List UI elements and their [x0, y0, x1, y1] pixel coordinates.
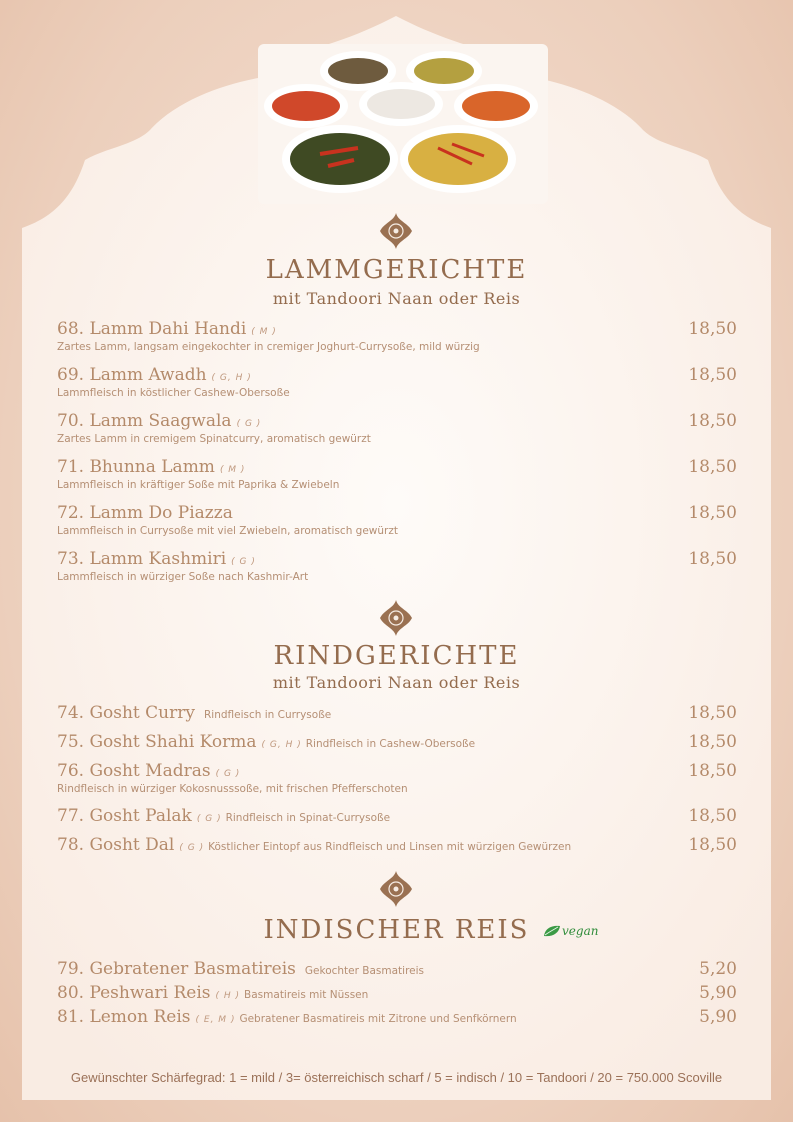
item-allergens: ( G, H ) [211, 373, 252, 383]
item-allergens: ( M ) [251, 327, 277, 337]
item-name: 76. Gosht Madras [57, 761, 211, 781]
vegan-label: vegan [562, 924, 599, 938]
section-title: INDISCHER REIS [263, 915, 530, 945]
item-name: 71. Bhunna Lamm [57, 457, 215, 477]
item-description: Lammfleisch in Currysoße mit viel Zwiebeln, aromatisch gewürzt [57, 525, 398, 537]
item-allergens: ( G, H ) [261, 740, 302, 750]
leaf-icon [543, 924, 561, 938]
item-price: 18,50 [688, 703, 737, 723]
item-description: Basmatireis mit Nüssen [244, 989, 369, 1001]
menu-item [57, 411, 737, 445]
item-price: 18,50 [688, 503, 737, 523]
item-name: 78. Gosht Dal [57, 835, 175, 855]
curry-bowls-photo [258, 44, 548, 204]
item-price: 5,90 [699, 1007, 737, 1027]
section-title: LAMMGERICHTE [265, 255, 528, 285]
item-description: Lammfleisch in kräftiger Soße mit Paprika & Zwiebeln [57, 479, 340, 491]
item-name: 70. Lamm Saagwala [57, 411, 232, 431]
item-name: 68. Lamm Dahi Handi [57, 319, 247, 339]
item-description: Zartes Lamm in cremigem Spinatcurry, aromatisch gewürzt [57, 433, 371, 445]
menu-item [57, 703, 737, 723]
item-price: 5,90 [699, 983, 737, 1003]
menu-item [57, 983, 737, 1003]
item-price: 18,50 [688, 835, 737, 855]
item-name: 73. Lamm Kashmiri [57, 549, 227, 569]
item-description: Lammfleisch in köstlicher Cashew-Obersoße [57, 387, 290, 399]
lotus-ornament-icon [380, 871, 412, 907]
item-description: Lammfleisch in würziger Soße nach Kashmir-Art [57, 571, 309, 583]
item-description: Rindfleisch in würziger Kokosnusssoße, mit frischen Pfefferschoten [57, 783, 408, 795]
menu-item [57, 365, 737, 399]
item-price: 18,50 [688, 411, 737, 431]
item-name: 69. Lamm Awadh [57, 365, 207, 385]
item-description: Köstlicher Eintopf aus Rindfleisch und Linsen mit würzigen Gewürzen [208, 841, 572, 853]
item-price: 18,50 [688, 549, 737, 569]
item-name: 81. Lemon Reis [57, 1007, 191, 1027]
item-price: 18,50 [688, 761, 737, 781]
menu-item [57, 959, 737, 979]
lotus-ornament-icon [380, 213, 412, 249]
item-name: 72. Lamm Do Piazza [57, 503, 233, 523]
item-name: 80. Peshwari Reis [57, 983, 211, 1003]
spice-level-note: Gewünschter Schärfegrad: 1 = mild / 3= österreichisch scharf / 5 = indisch / 10 = Tandoori / 20 = 750.000 Scoville [70, 1070, 723, 1085]
menu-item [57, 457, 737, 491]
item-description: Gekochter Basmatireis [304, 965, 425, 977]
section-subtitle: mit Tandoori Naan oder Reis [272, 289, 521, 308]
item-description: Rindfleisch in Currysoße [203, 709, 332, 721]
item-price: 5,20 [699, 959, 737, 979]
item-name: 74. Gosht Curry [57, 703, 195, 723]
menu-item [57, 835, 737, 855]
menu-item [57, 761, 737, 795]
item-allergens: ( G ) [196, 814, 222, 824]
item-allergens: ( G ) [179, 843, 205, 853]
item-price: 18,50 [688, 732, 737, 752]
item-allergens: ( G ) [236, 419, 262, 429]
item-name: 75. Gosht Shahi Korma [57, 732, 257, 752]
section-title: RINDGERICHTE [273, 641, 520, 671]
item-allergens: ( E, M ) [195, 1015, 236, 1025]
item-price: 18,50 [688, 457, 737, 477]
item-price: 18,50 [688, 365, 737, 385]
menu-item [57, 806, 737, 826]
item-name: 77. Gosht Palak [57, 806, 192, 826]
item-description: Gebratener Basmatireis mit Zitrone und Senfkörnern [239, 1013, 517, 1025]
section-subtitle: mit Tandoori Naan oder Reis [272, 673, 521, 692]
menu-item [57, 319, 737, 353]
vegan-badge [543, 924, 598, 938]
menu-item [57, 732, 737, 752]
menu-item [57, 1007, 737, 1027]
item-allergens: ( M ) [219, 465, 246, 475]
menu-item [57, 549, 737, 583]
item-price: 18,50 [688, 319, 737, 339]
item-allergens: ( G ) [231, 557, 256, 567]
item-description: Zartes Lamm, langsam eingekochter in cremiger Joghurt-Currysoße, mild würzig [57, 341, 480, 353]
item-description: Rindfleisch in Spinat-Currysoße [225, 812, 391, 824]
menu-item [57, 503, 737, 537]
item-description: Rindfleisch in Cashew-Obersoße [305, 738, 476, 750]
item-price: 18,50 [688, 806, 737, 826]
item-allergens: ( H ) [215, 991, 241, 1001]
item-allergens: ( G ) [215, 769, 241, 779]
item-name: 79. Gebratener Basmatireis [57, 959, 296, 979]
lotus-ornament-icon [380, 600, 412, 636]
